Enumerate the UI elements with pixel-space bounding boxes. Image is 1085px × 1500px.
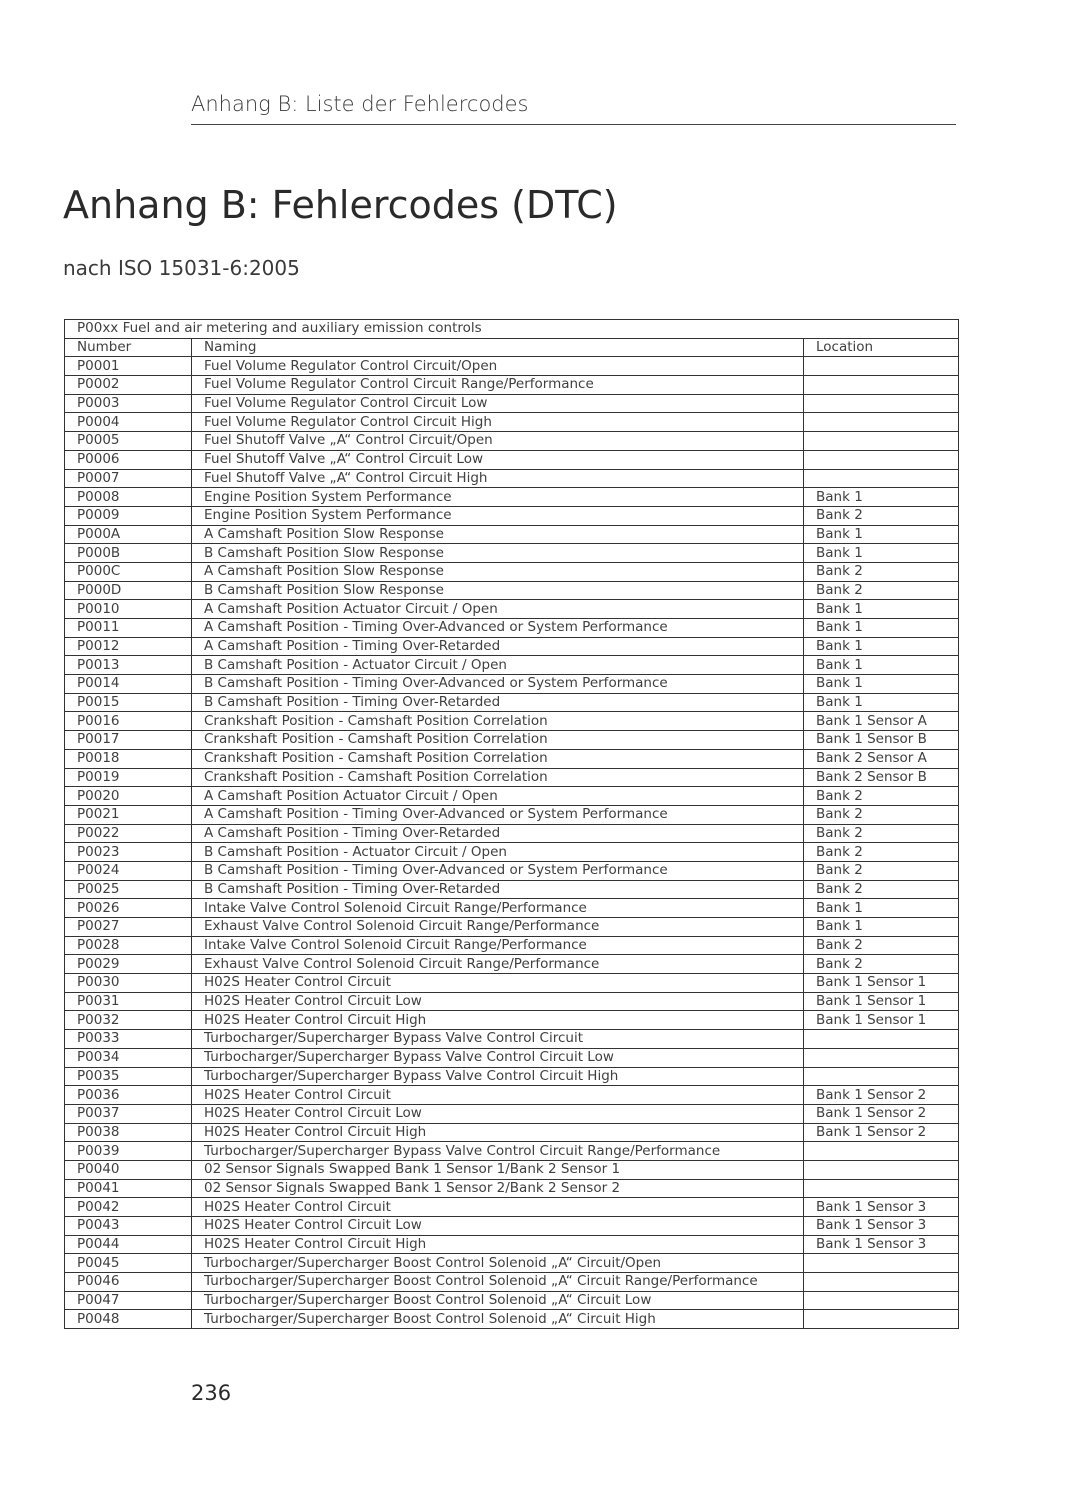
dtc-naming: H02S Heater Control Circuit High [192, 1011, 804, 1030]
dtc-location: Bank 1 [804, 693, 959, 712]
dtc-number: P0008 [65, 488, 192, 507]
dtc-number: P000C [65, 562, 192, 581]
dtc-location: Bank 1 Sensor 3 [804, 1235, 959, 1254]
dtc-naming: Fuel Shutoff Valve „A“ Control Circuit Low [192, 450, 804, 469]
table-row [65, 450, 959, 469]
dtc-location: Bank 1 [804, 656, 959, 675]
dtc-number: P0035 [65, 1067, 192, 1086]
dtc-location [804, 450, 959, 469]
table-row [65, 506, 959, 525]
dtc-naming: Crankshaft Position - Camshaft Position Correlation [192, 731, 804, 750]
dtc-number: P0011 [65, 619, 192, 638]
dtc-naming: A Camshaft Position Actuator Circuit / Open [192, 787, 804, 806]
dtc-location [804, 394, 959, 413]
dtc-location: Bank 2 [804, 506, 959, 525]
dtc-number: P0003 [65, 394, 192, 413]
dtc-naming: Fuel Volume Regulator Control Circuit Low [192, 394, 804, 413]
dtc-location [804, 413, 959, 432]
dtc-location [804, 376, 959, 395]
dtc-location: Bank 1 Sensor A [804, 712, 959, 731]
dtc-naming: B Camshaft Position - Timing Over-Retarded [192, 880, 804, 899]
dtc-number: P0028 [65, 936, 192, 955]
table-body [65, 357, 959, 1329]
dtc-location: Bank 2 [804, 861, 959, 880]
dtc-naming: 02 Sensor Signals Swapped Bank 1 Sensor 2/Bank 2 Sensor 2 [192, 1179, 804, 1198]
page-number: 236 [191, 1381, 232, 1405]
dtc-number: P0012 [65, 637, 192, 656]
dtc-location: Bank 2 Sensor B [804, 768, 959, 787]
dtc-location [804, 1048, 959, 1067]
table-row [65, 955, 959, 974]
dtc-number: P0029 [65, 955, 192, 974]
dtc-naming: Intake Valve Control Solenoid Circuit Range/Performance [192, 936, 804, 955]
dtc-location: Bank 2 [804, 562, 959, 581]
table-row [65, 731, 959, 750]
dtc-number: P0010 [65, 600, 192, 619]
table-row [65, 1235, 959, 1254]
table-row [65, 1291, 959, 1310]
dtc-number: P0006 [65, 450, 192, 469]
dtc-location: Bank 1 Sensor 1 [804, 1011, 959, 1030]
dtc-naming: Fuel Volume Regulator Control Circuit Range/Performance [192, 376, 804, 395]
table-row [65, 1048, 959, 1067]
dtc-number: P0040 [65, 1160, 192, 1179]
dtc-location: Bank 2 [804, 805, 959, 824]
dtc-number: P000B [65, 544, 192, 563]
table-row [65, 880, 959, 899]
table-row [65, 394, 959, 413]
dtc-naming: A Camshaft Position Slow Response [192, 562, 804, 581]
dtc-naming: 02 Sensor Signals Swapped Bank 1 Sensor 1/Bank 2 Sensor 1 [192, 1160, 804, 1179]
table-row [65, 600, 959, 619]
dtc-number: P000A [65, 525, 192, 544]
dtc-naming: Crankshaft Position - Camshaft Position Correlation [192, 749, 804, 768]
dtc-naming: H02S Heater Control Circuit [192, 1198, 804, 1217]
table-row [65, 376, 959, 395]
dtc-naming: Turbocharger/Supercharger Bypass Valve Control Circuit [192, 1030, 804, 1049]
dtc-number: P0021 [65, 805, 192, 824]
dtc-location: Bank 1 [804, 918, 959, 937]
dtc-location: Bank 2 [804, 581, 959, 600]
column-header-location: Location [804, 338, 959, 357]
dtc-location: Bank 1 Sensor 1 [804, 992, 959, 1011]
dtc-number: P0022 [65, 824, 192, 843]
dtc-number: P0013 [65, 656, 192, 675]
table-row [65, 432, 959, 451]
dtc-number: P0044 [65, 1235, 192, 1254]
table-row [65, 1067, 959, 1086]
table-header-row [65, 338, 959, 357]
dtc-number: P0020 [65, 787, 192, 806]
dtc-number: P0041 [65, 1179, 192, 1198]
dtc-naming: Turbocharger/Supercharger Boost Control Solenoid „A“ Circuit Low [192, 1291, 804, 1310]
running-header: Anhang B: Liste der Fehlercodes [191, 92, 956, 125]
table-row [65, 544, 959, 563]
dtc-location [804, 1273, 959, 1292]
dtc-number: P0005 [65, 432, 192, 451]
dtc-naming: B Camshaft Position Slow Response [192, 581, 804, 600]
dtc-number: P0016 [65, 712, 192, 731]
column-header-number: Number [65, 338, 192, 357]
table-row [65, 749, 959, 768]
dtc-number: P000D [65, 581, 192, 600]
dtc-naming: Fuel Shutoff Valve „A“ Control Circuit/Open [192, 432, 804, 451]
table-row [65, 619, 959, 638]
dtc-number: P0048 [65, 1310, 192, 1329]
table-row [65, 992, 959, 1011]
column-header-naming: Naming [192, 338, 804, 357]
dtc-number: P0042 [65, 1198, 192, 1217]
dtc-number: P0033 [65, 1030, 192, 1049]
table-row [65, 1273, 959, 1292]
table-row [65, 843, 959, 862]
dtc-naming: Turbocharger/Supercharger Boost Control Solenoid „A“ Circuit High [192, 1310, 804, 1329]
dtc-naming: Engine Position System Performance [192, 488, 804, 507]
dtc-naming: Exhaust Valve Control Solenoid Circuit Range/Performance [192, 955, 804, 974]
dtc-location: Bank 1 Sensor 3 [804, 1217, 959, 1236]
dtc-naming: Crankshaft Position - Camshaft Position Correlation [192, 768, 804, 787]
dtc-number: P0031 [65, 992, 192, 1011]
table-row [65, 1198, 959, 1217]
dtc-location [804, 1310, 959, 1329]
dtc-location: Bank 2 [804, 843, 959, 862]
dtc-location: Bank 1 Sensor 2 [804, 1123, 959, 1142]
table-row [65, 693, 959, 712]
dtc-naming: Turbocharger/Supercharger Boost Control Solenoid „A“ Circuit Range/Performance [192, 1273, 804, 1292]
dtc-naming: A Camshaft Position Actuator Circuit / Open [192, 600, 804, 619]
table-row [65, 581, 959, 600]
dtc-location [804, 1067, 959, 1086]
table-row [65, 936, 959, 955]
table-row [65, 1179, 959, 1198]
dtc-location: Bank 2 Sensor A [804, 749, 959, 768]
dtc-naming: B Camshaft Position - Timing Over-Advanced or System Performance [192, 675, 804, 694]
dtc-naming: A Camshaft Position - Timing Over-Retarded [192, 637, 804, 656]
dtc-number: P0036 [65, 1086, 192, 1105]
table-row [65, 861, 959, 880]
dtc-number: P0024 [65, 861, 192, 880]
dtc-location: Bank 1 [804, 675, 959, 694]
dtc-location: Bank 2 [804, 936, 959, 955]
dtc-location: Bank 1 [804, 637, 959, 656]
dtc-naming: Exhaust Valve Control Solenoid Circuit Range/Performance [192, 918, 804, 937]
table-row [65, 1254, 959, 1273]
dtc-location [804, 1160, 959, 1179]
dtc-number: P0043 [65, 1217, 192, 1236]
dtc-naming: A Camshaft Position - Timing Over-Retarded [192, 824, 804, 843]
table-row [65, 413, 959, 432]
dtc-number: P0023 [65, 843, 192, 862]
table-row [65, 1086, 959, 1105]
table-caption: P00xx Fuel and air metering and auxiliary emission controls [65, 320, 959, 339]
table-row [65, 562, 959, 581]
dtc-number: P0018 [65, 749, 192, 768]
dtc-naming: A Camshaft Position - Timing Over-Advanced or System Performance [192, 619, 804, 638]
table-row [65, 918, 959, 937]
dtc-location [804, 469, 959, 488]
dtc-number: P0046 [65, 1273, 192, 1292]
dtc-naming: Crankshaft Position - Camshaft Position Correlation [192, 712, 804, 731]
dtc-naming: Fuel Shutoff Valve „A“ Control Circuit High [192, 469, 804, 488]
table-row [65, 787, 959, 806]
dtc-naming: B Camshaft Position - Actuator Circuit / Open [192, 843, 804, 862]
dtc-naming: B Camshaft Position Slow Response [192, 544, 804, 563]
dtc-number: P0032 [65, 1011, 192, 1030]
dtc-naming: B Camshaft Position - Actuator Circuit / Open [192, 656, 804, 675]
dtc-location [804, 1030, 959, 1049]
table-row [65, 637, 959, 656]
dtc-location [804, 1291, 959, 1310]
table-row [65, 675, 959, 694]
dtc-location: Bank 1 [804, 600, 959, 619]
table-row [65, 824, 959, 843]
table-row [65, 1142, 959, 1161]
table-row [65, 1160, 959, 1179]
dtc-naming: B Camshaft Position - Timing Over-Advanced or System Performance [192, 861, 804, 880]
dtc-location: Bank 1 Sensor B [804, 731, 959, 750]
dtc-naming: Turbocharger/Supercharger Boost Control Solenoid „A“ Circuit/Open [192, 1254, 804, 1273]
dtc-number: P0002 [65, 376, 192, 395]
table-row [65, 805, 959, 824]
dtc-location: Bank 1 [804, 525, 959, 544]
dtc-number: P0007 [65, 469, 192, 488]
dtc-naming: Turbocharger/Supercharger Bypass Valve Control Circuit High [192, 1067, 804, 1086]
table-row [65, 899, 959, 918]
dtc-naming: H02S Heater Control Circuit Low [192, 1104, 804, 1123]
table-row [65, 357, 959, 376]
dtc-number: P0047 [65, 1291, 192, 1310]
dtc-number: P0017 [65, 731, 192, 750]
dtc-number: P0025 [65, 880, 192, 899]
table-row [65, 1123, 959, 1142]
dtc-number: P0038 [65, 1123, 192, 1142]
dtc-number: P0027 [65, 918, 192, 937]
dtc-location: Bank 2 [804, 955, 959, 974]
dtc-location: Bank 1 Sensor 2 [804, 1104, 959, 1123]
dtc-number: P0001 [65, 357, 192, 376]
dtc-table [64, 319, 959, 1329]
dtc-naming: H02S Heater Control Circuit [192, 974, 804, 993]
dtc-number: P0034 [65, 1048, 192, 1067]
table-row [65, 1011, 959, 1030]
page-subtitle: nach ISO 15031-6:2005 [63, 256, 300, 280]
dtc-location: Bank 2 [804, 880, 959, 899]
table-row [65, 1104, 959, 1123]
table-row [65, 974, 959, 993]
dtc-naming: B Camshaft Position - Timing Over-Retarded [192, 693, 804, 712]
dtc-naming: A Camshaft Position - Timing Over-Advanced or System Performance [192, 805, 804, 824]
dtc-location: Bank 1 Sensor 3 [804, 1198, 959, 1217]
dtc-number: P0014 [65, 675, 192, 694]
dtc-location: Bank 2 [804, 824, 959, 843]
dtc-naming: H02S Heater Control Circuit Low [192, 1217, 804, 1236]
table-row [65, 1030, 959, 1049]
dtc-location [804, 1179, 959, 1198]
dtc-naming: Turbocharger/Supercharger Bypass Valve Control Circuit Low [192, 1048, 804, 1067]
dtc-location: Bank 1 Sensor 1 [804, 974, 959, 993]
dtc-location: Bank 1 [804, 544, 959, 563]
dtc-naming: H02S Heater Control Circuit Low [192, 992, 804, 1011]
table-row [65, 1310, 959, 1329]
dtc-location: Bank 1 [804, 488, 959, 507]
dtc-number: P0039 [65, 1142, 192, 1161]
dtc-number: P0004 [65, 413, 192, 432]
dtc-location: Bank 2 [804, 787, 959, 806]
dtc-number: P0009 [65, 506, 192, 525]
table-row [65, 525, 959, 544]
dtc-naming: H02S Heater Control Circuit [192, 1086, 804, 1105]
table-row [65, 656, 959, 675]
dtc-number: P0030 [65, 974, 192, 993]
dtc-location: Bank 1 Sensor 2 [804, 1086, 959, 1105]
page-title: Anhang B: Fehlercodes (DTC) [63, 183, 618, 227]
dtc-naming: Engine Position System Performance [192, 506, 804, 525]
dtc-location [804, 357, 959, 376]
table-row [65, 1217, 959, 1236]
dtc-location: Bank 1 [804, 899, 959, 918]
dtc-naming: H02S Heater Control Circuit High [192, 1123, 804, 1142]
dtc-naming: Turbocharger/Supercharger Bypass Valve Control Circuit Range/Performance [192, 1142, 804, 1161]
dtc-location [804, 1142, 959, 1161]
table-row [65, 488, 959, 507]
table-row [65, 768, 959, 787]
dtc-naming: A Camshaft Position Slow Response [192, 525, 804, 544]
dtc-number: P0045 [65, 1254, 192, 1273]
dtc-number: P0026 [65, 899, 192, 918]
table-row [65, 712, 959, 731]
table-caption-row [65, 320, 959, 339]
dtc-naming: Fuel Volume Regulator Control Circuit High [192, 413, 804, 432]
dtc-location: Bank 1 [804, 619, 959, 638]
dtc-naming: Fuel Volume Regulator Control Circuit/Open [192, 357, 804, 376]
dtc-naming: Intake Valve Control Solenoid Circuit Range/Performance [192, 899, 804, 918]
table-row [65, 469, 959, 488]
dtc-location [804, 432, 959, 451]
dtc-naming: H02S Heater Control Circuit High [192, 1235, 804, 1254]
dtc-number: P0015 [65, 693, 192, 712]
dtc-number: P0037 [65, 1104, 192, 1123]
dtc-location [804, 1254, 959, 1273]
dtc-number: P0019 [65, 768, 192, 787]
